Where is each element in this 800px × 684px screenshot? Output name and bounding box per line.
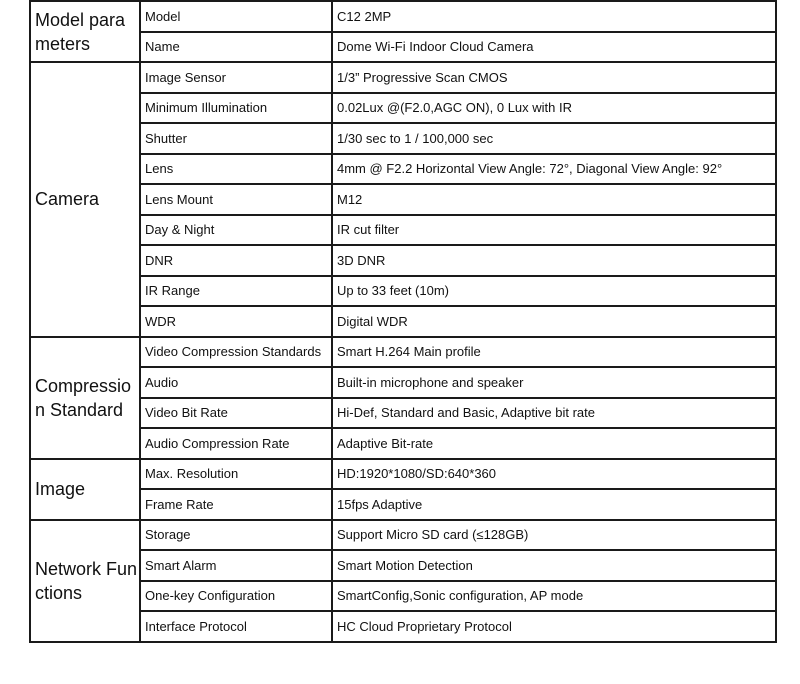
table-row [30,459,776,490]
table-row [30,550,776,581]
spec-value: 4mm @ F2.2 Horizontal View Angle: 72°, Diagonal View Angle: 92° [332,154,776,185]
spec-label: Lens [140,154,332,185]
spec-value: Built-in microphone and speaker [332,367,776,398]
spec-label: Model [140,1,332,32]
section-category: Network Functions [30,520,140,642]
spec-label: One-key Configuration [140,581,332,612]
spec-label: Max. Resolution [140,459,332,490]
spec-label: DNR [140,245,332,276]
spec-label: Smart Alarm [140,550,332,581]
table-row [30,398,776,429]
spec-label: Storage [140,520,332,551]
spec-value: Smart H.264 Main profile [332,337,776,368]
spec-label: IR Range [140,276,332,307]
spec-label: Video Compression Standards [140,337,332,368]
spec-value: Hi-Def, Standard and Basic, Adaptive bit rate [332,398,776,429]
spec-value: Adaptive Bit-rate [332,428,776,459]
spec-label: Lens Mount [140,184,332,215]
spec-value: Digital WDR [332,306,776,337]
table-row [30,32,776,63]
spec-value: 3D DNR [332,245,776,276]
spec-value: 1/3” Progressive Scan CMOS [332,62,776,93]
spec-value: SmartConfig,Sonic configuration, AP mode [332,581,776,612]
table-row [30,306,776,337]
table-row [30,489,776,520]
table-row [30,62,776,93]
table-row [30,611,776,642]
spec-value: Support Micro SD card (≤128GB) [332,520,776,551]
spec-label: Image Sensor [140,62,332,93]
spec-value: C12 2MP [332,1,776,32]
table-row [30,276,776,307]
section-category: Camera [30,62,140,337]
spec-label: Audio [140,367,332,398]
table-row [30,215,776,246]
spec-label: WDR [140,306,332,337]
spec-table-body [30,1,776,642]
table-row [30,337,776,368]
spec-value: Smart Motion Detection [332,550,776,581]
table-row [30,184,776,215]
spec-label: Shutter [140,123,332,154]
spec-value: 15fps Adaptive [332,489,776,520]
spec-value: 1/30 sec to 1 / 100,000 sec [332,123,776,154]
spec-value: M12 [332,184,776,215]
table-row [30,123,776,154]
table-row [30,93,776,124]
spec-label: Audio Compression Rate [140,428,332,459]
table-row [30,520,776,551]
spec-value: Dome Wi-Fi Indoor Cloud Camera [332,32,776,63]
section-category: Model parameters [30,1,140,62]
table-row [30,428,776,459]
spec-value: IR cut filter [332,215,776,246]
spec-label: Minimum Illumination [140,93,332,124]
spec-label: Interface Protocol [140,611,332,642]
spec-label: Video Bit Rate [140,398,332,429]
section-category: Image [30,459,140,520]
spec-value: 0.02Lux @(F2.0,AGC ON), 0 Lux with IR [332,93,776,124]
table-row [30,581,776,612]
spec-value: HD:1920*1080/SD:640*360 [332,459,776,490]
table-row [30,154,776,185]
spec-label: Frame Rate [140,489,332,520]
spec-label: Day & Night [140,215,332,246]
spec-value: HC Cloud Proprietary Protocol [332,611,776,642]
table-row [30,245,776,276]
table-row [30,367,776,398]
spec-table [29,0,777,643]
section-category: Compression Standard [30,337,140,459]
spec-value: Up to 33 feet (10m) [332,276,776,307]
table-row [30,1,776,32]
spec-label: Name [140,32,332,63]
